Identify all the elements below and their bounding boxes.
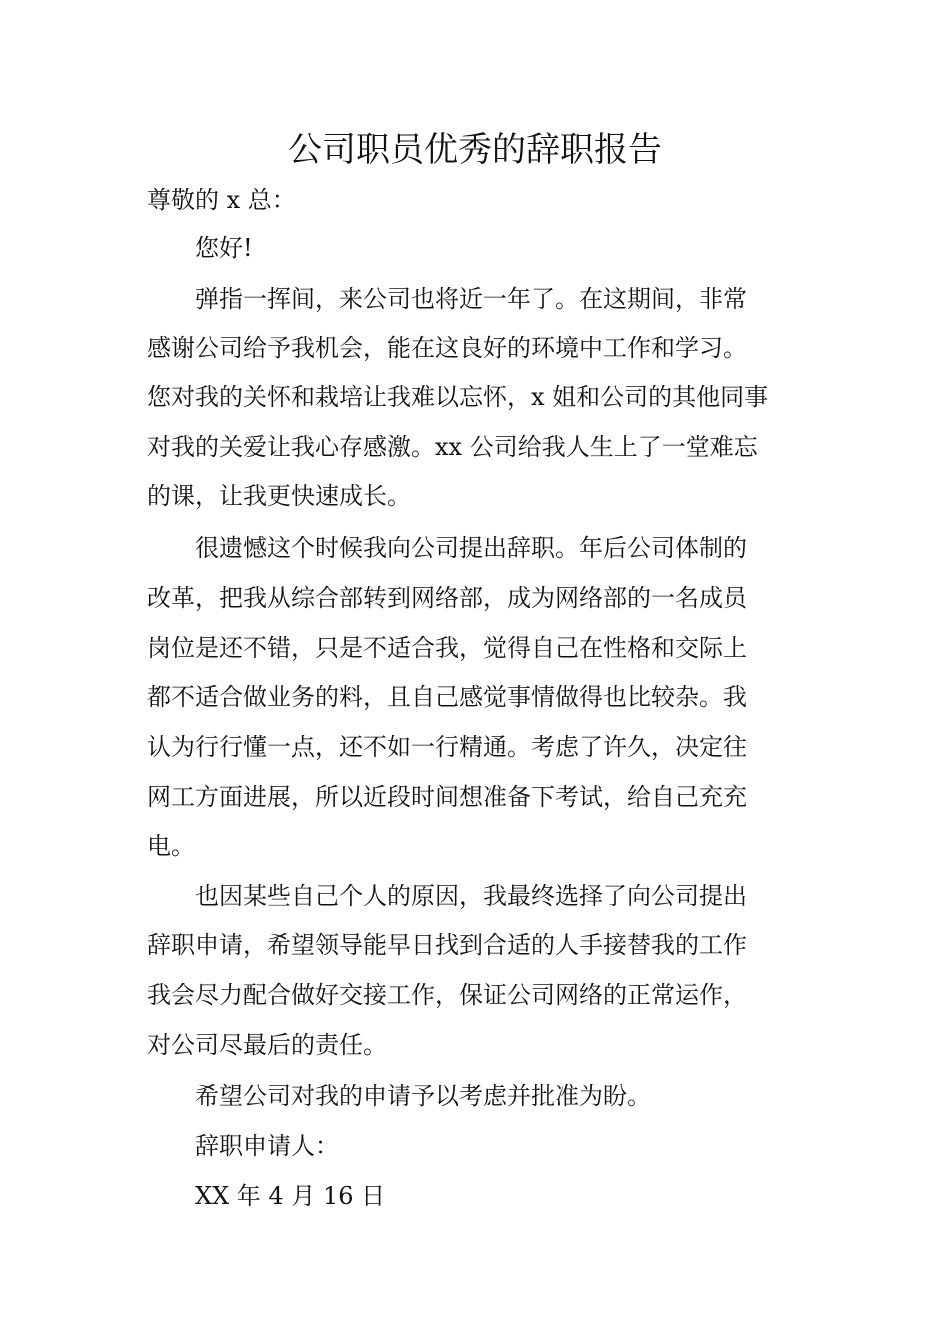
paragraph-2-line-4: 都不适合做业务的料，且自己感觉事情做得也比较杂。我 bbox=[147, 683, 747, 711]
greeting: 您好! bbox=[195, 234, 253, 262]
paragraph-2-line-1: 很遗憾这个时候我向公司提出辞职。年后公司体制的 bbox=[195, 534, 747, 562]
paragraph-1-line-4: 对我的关爱让我心存感激。xx 公司给我人生上了一堂难忘 bbox=[147, 433, 758, 461]
document-title: 公司职员优秀的辞职报告 bbox=[288, 130, 662, 170]
paragraph-3-line-4: 对公司尽最后的责任。 bbox=[147, 1031, 387, 1059]
paragraph-3-line-2: 辞职申请，希望领导能早日找到合适的人手接替我的工作 bbox=[147, 931, 747, 959]
paragraph-2-line-6: 网工方面进展，所以近段时间想准备下考试，给自己充充 bbox=[147, 783, 747, 811]
paragraph-2-line-2: 改革，把我从综合部转到网络部，成为网络部的一名成员 bbox=[147, 584, 747, 612]
paragraph-2-line-7: 电。 bbox=[147, 832, 195, 860]
paragraph-1-line-1: 弹指一挥间，来公司也将近一年了。在这期间，非常 bbox=[195, 285, 747, 313]
paragraph-1-line-2: 感谢公司给予我机会，能在这良好的环境中工作和学习。 bbox=[147, 334, 747, 362]
paragraph-2-line-3: 岗位是还不错，只是不适合我，觉得自己在性格和交际上 bbox=[147, 634, 747, 662]
paragraph-2-line-5: 认为行行懂一点，还不如一行精通。考虑了许久，决定往 bbox=[147, 733, 747, 761]
document-date: XX 年 4 月 16 日 bbox=[195, 1182, 386, 1210]
paragraph-3-line-1: 也因某些自己个人的原因，我最终选择了向公司提出 bbox=[195, 882, 747, 910]
paragraph-1-line-5: 的课，让我更快速成长。 bbox=[147, 482, 411, 510]
signature-label: 辞职申请人： bbox=[195, 1132, 339, 1160]
closing-line: 希望公司对我的申请予以考虑并批准为盼。 bbox=[195, 1082, 651, 1110]
salutation: 尊敬的 x 总： bbox=[147, 186, 296, 214]
paragraph-3-line-3: 我会尽力配合做好交接工作，保证公司网络的正常运作， bbox=[147, 981, 747, 1009]
paragraph-1-line-3: 您对我的关怀和栽培让我难以忘怀，x 姐和公司的其他同事 bbox=[147, 383, 769, 411]
